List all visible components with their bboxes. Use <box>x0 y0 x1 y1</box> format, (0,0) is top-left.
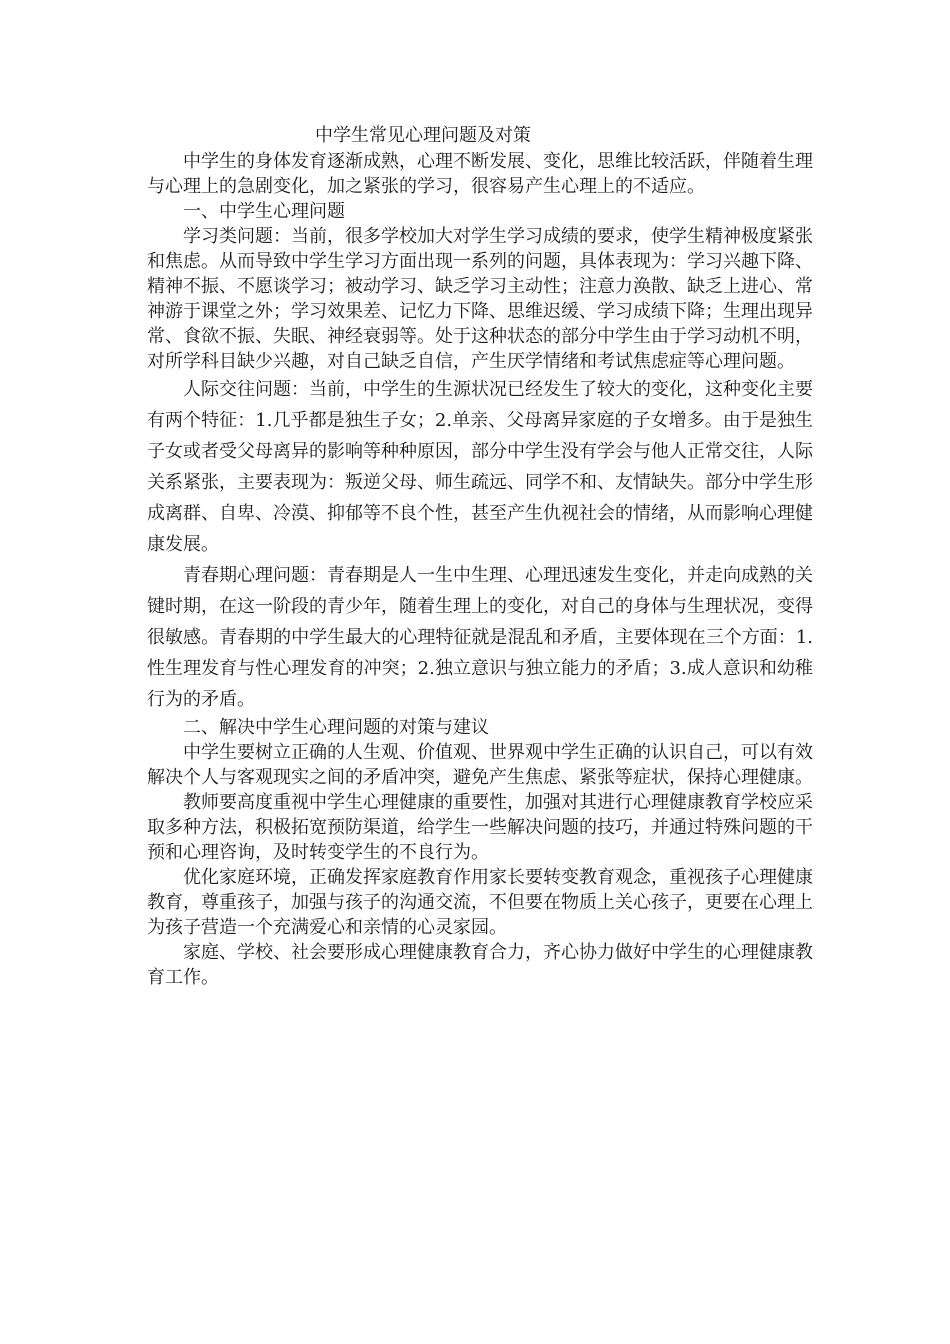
paragraph-study-problems: 学习类问题：当前，很多学校加大对学生学习成绩的要求，使学生精神极度紧张和焦虑。从而导致中学生学习方面出现一系列的问题，具体表现为：学习兴趣下降、精神不振、不愿谈学习；被动学习、缺乏学习主动性；注意力涣散、缺乏上进心、常神游于课堂之外；学习效果差、记忆力下降、思维迟缓、学习成绩下降；生理出现异常、食欲不振、失眠、神经衰弱等。处于这种状态的部分中学生由于学习动机不明，对所学科目缺少兴趣，对自己缺乏自信，产生厌学情绪和考试焦虑症等心理问题。 <box>147 226 813 372</box>
document-title: 中学生常见心理问题及对策 <box>315 125 531 146</box>
paragraph-social-problems: 人际交往问题：当前，中学生的生源状况已经发生了较大的变化，这种变化主要有两个特征：1.几乎都是独生子女；2.单亲、父母离异家庭的子女增多。由于是独生子女或者受父母离异的影响等种种原因，部分中学生没有学会与他人正常交往，人际关系紧张，主要表现为：叛逆父母、师生疏远、同学不和、友情缺失。部分中学生形成离群、自卑、冷漠、抑郁等不良个性，甚至产生仇视社会的情绪，从而影响心理健康发展。 <box>147 379 813 555</box>
section-heading-problems: 一、中学生心理问题 <box>183 201 345 222</box>
paragraph-student-solution: 中学生要树立正确的人生观、价值观、世界观中学生正确的认识自己，可以有效解决个人与客观现实之间的矛盾冲突，避免产生焦虑、紧张等症状，保持心理健康。 <box>147 742 813 788</box>
paragraph-teacher-solution: 教师要高度重视中学生心理健康的重要性，加强对其进行心理健康教育学校应采取多种方法，积极拓宽预防渠道，给学生一些解决问题的技巧，并通过特殊问题的干预和心理咨询，及时转变学生的不良行为。 <box>147 792 813 863</box>
paragraph-adolescence-problems: 青春期心理问题：青春期是人一生中生理、心理迅速发生变化，并走向成熟的关键时期，在这一阶段的青少年，随着生理上的变化，对自己的身体与生理状况，变得很敏感。青春期的中学生最大的心理特征就是混乱和矛盾，主要体现在三个方面：1.性生理发育与性心理发育的冲突；2.独立意识与独立能力的矛盾；3.成人意识和幼稚行为的矛盾。 <box>147 565 813 710</box>
intro-paragraph: 中学生的身体发育逐渐成熟，心理不断发展、变化，思维比较活跃，伴随着生理与心理上的急剧变化，加之紧张的学习，很容易产生心理上的不适应。 <box>147 151 813 197</box>
paragraph-family-solution: 优化家庭环境，正确发挥家庭教育作用家长要转变教育观念，重视孩子心理健康教育，尊重孩子，加强与孩子的沟通交流，不但要在物质上关心孩子，更要在心理上为孩子营造一个充满爱心和亲情的心灵家园。 <box>147 867 813 938</box>
document-body <box>147 122 813 990</box>
section-heading-solutions: 二、解决中学生心理问题的对策与建议 <box>183 717 489 738</box>
paragraph-joint-solution: 家庭、学校、社会要形成心理健康教育合力，齐心协力做好中学生的心理健康教育工作。 <box>147 942 813 988</box>
